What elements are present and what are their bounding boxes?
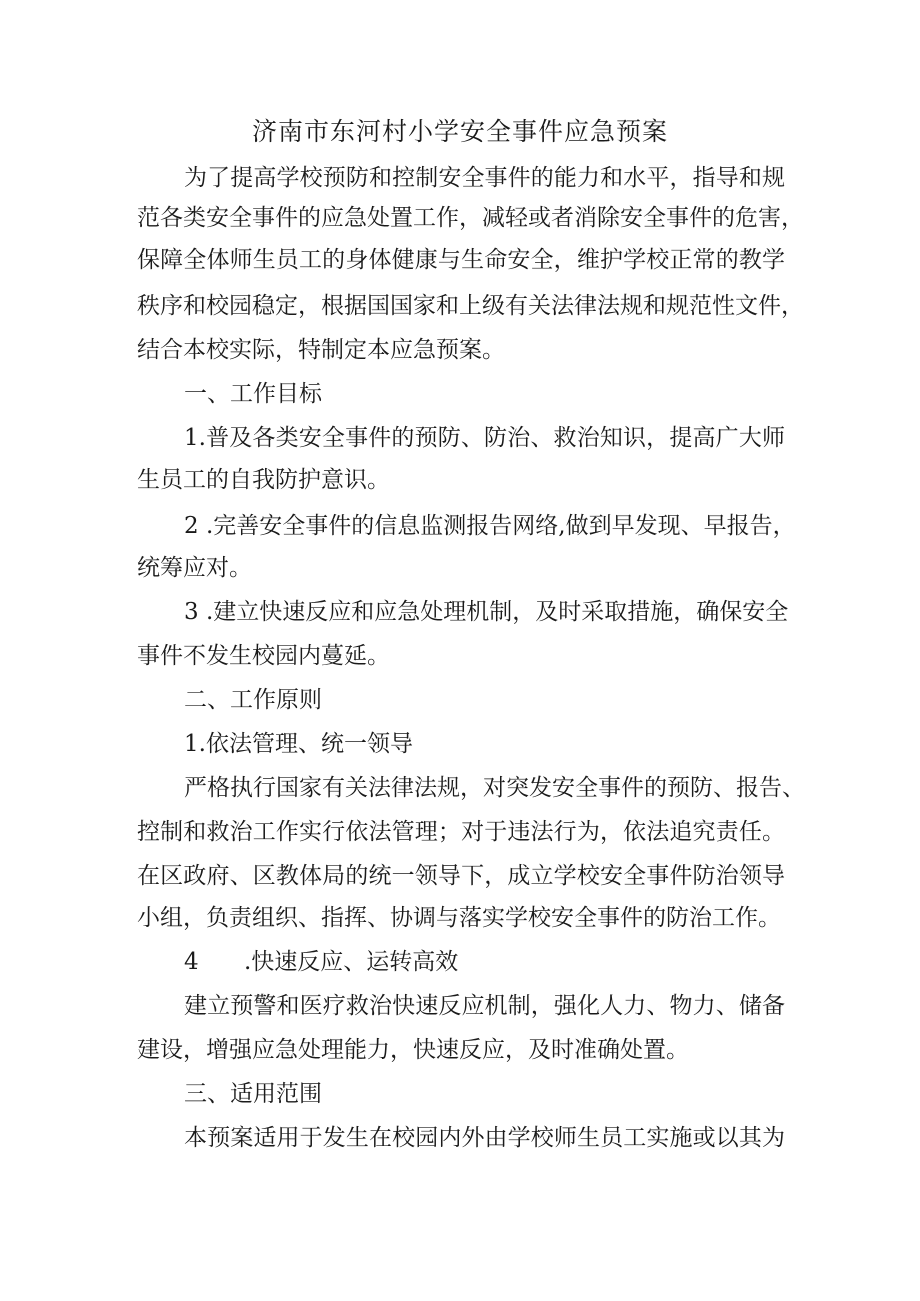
- paragraph-line: 统筹应对。: [137, 555, 252, 581]
- paragraph-line: 生员工的自我防护意识。: [137, 467, 390, 493]
- paragraph-line: 建立预警和医疗救治快速反应机制，强化人力、物力、储备: [184, 993, 785, 1019]
- subsection-heading: 1.依法管理、统一领导: [184, 731, 413, 757]
- paragraph-line: 控制和救治工作实行依法管理；对于违法行为，依法追究责任。: [137, 819, 785, 845]
- subsection-heading: [184, 942, 458, 982]
- section-heading: 一、工作目标: [184, 381, 322, 407]
- section-heading: 三、适用范围: [184, 1081, 322, 1107]
- paragraph-line: 1.普及各类安全事件的预防、防治、救治知识，提高广大师: [184, 425, 785, 451]
- paragraph-line: 在区政府、区教体局的统一领导下，成立学校安全事件防治领导: [137, 863, 785, 889]
- paragraph-line: 结合本校实际，特制定本应急预案。: [137, 337, 505, 363]
- paragraph-line: 秩序和校园稳定，根据国国家和上级有关法律法规和规范性文件，: [137, 293, 804, 319]
- paragraph-line: 小组，负责组织、指挥、协调与落实学校安全事件的防治工作。: [137, 905, 781, 931]
- paragraph-line: 2 .完善安全事件的信息监测报告网络,做到早发现、早报告，: [184, 513, 796, 539]
- paragraph-line: 本预案适用于发生在校园内外由学校师生员工实施或以其为: [184, 1125, 785, 1151]
- paragraph-line: 事件不发生校园内蔓延。: [137, 643, 390, 669]
- document-title: 济南市东河村小学安全事件应急预案: [251, 117, 668, 146]
- paragraph-line: 范各类安全事件的应急处置工作，减轻或者消除安全事件的危害，: [137, 205, 804, 231]
- paragraph-line: 建设，增强应急处理能力，快速反应，及时准确处置。: [137, 1037, 689, 1063]
- paragraph-line: 为了提高学校预防和控制安全事件的能力和水平，指导和规: [184, 165, 785, 191]
- subsection-number: 4: [184, 949, 199, 975]
- subsection-title: .快速反应、运转高效: [244, 949, 459, 975]
- paragraph-line: 保障全体师生员工的身体健康与生命安全，维护学校正常的教学: [137, 247, 785, 273]
- paragraph-line: 严格执行国家有关法律法规，对突发安全事件的预防、报告、: [184, 775, 805, 801]
- section-heading: 二、工作原则: [184, 687, 322, 713]
- paragraph-line: 3 .建立快速反应和应急处理机制，及时采取措施，确保安全: [184, 599, 789, 625]
